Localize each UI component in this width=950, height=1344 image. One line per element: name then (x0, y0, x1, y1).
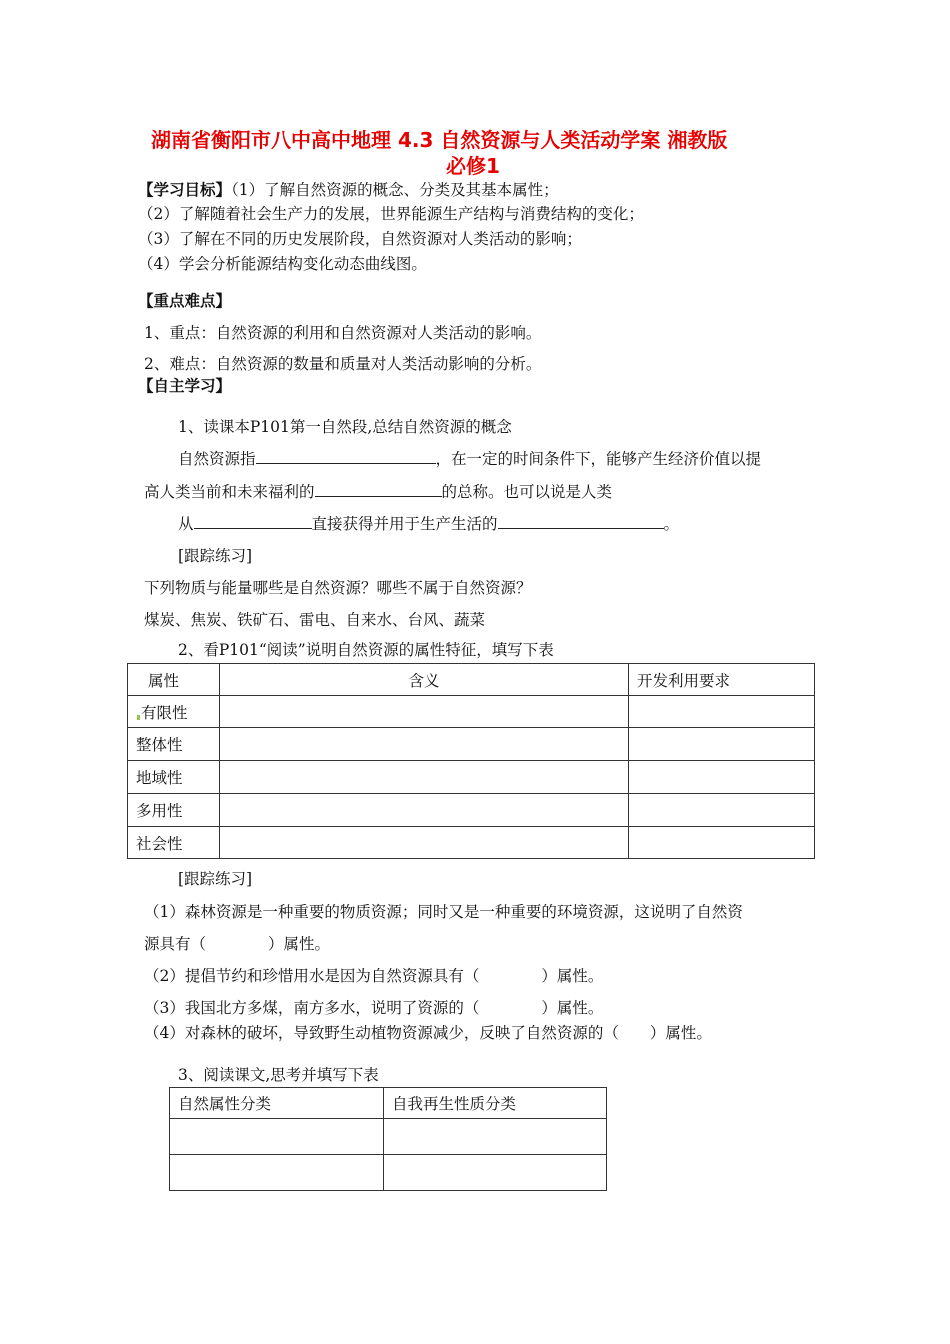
classification-table (169, 1087, 607, 1191)
goal-2: （2）了解随着社会生产力的发展，世界能源生产结构与消费结构的变化； (138, 205, 644, 223)
definition-line3 (178, 512, 679, 534)
practice-label-2: [跟踪练习] (178, 870, 253, 888)
table-cell[interactable] (220, 761, 629, 794)
doc-title-line1: 湖南省衡阳市八中高中地理 4.3 自然资源与人类活动学案 湘教版 (151, 128, 728, 152)
resource-items: 煤炭、焦炭、铁矿石、雷电、自来水、台风、蔬菜 (144, 611, 486, 629)
def-text-a: 自然资源指 (178, 450, 256, 468)
doc-title-line2: 必修1 (446, 154, 500, 178)
definition-line1 (178, 447, 761, 469)
col-natural-attribute: 自然属性分类 (170, 1088, 384, 1119)
definition-line2 (144, 480, 612, 502)
table-cell[interactable] (629, 827, 815, 859)
table-cell[interactable] (220, 696, 629, 728)
key-point-1: 1、重点：自然资源的利用和自然资源对人类活动的影响。 (144, 324, 542, 342)
blank-1[interactable] (256, 448, 436, 464)
mark-dot (137, 715, 140, 720)
row-label: 多用性 (128, 794, 220, 827)
practice-item-1a: （1）森林资源是一种重要的物质资源；同时又是一种重要的环境资源，这说明了自然资 (144, 903, 743, 921)
key-point-2: 2、难点：自然资源的数量和质量对人类活动影响的分析。 (144, 355, 542, 373)
col-meaning: 含义 (220, 664, 629, 696)
attribute-table (127, 663, 815, 859)
question-2: 2、看P101“阅读”说明自然资源的属性特征，填写下表 (178, 641, 554, 659)
row-label (128, 696, 220, 728)
resource-question: 下列物质与能量哪些是自然资源？哪些不属于自然资源？ (144, 579, 532, 597)
def-text-g: 。 (663, 515, 680, 533)
row-label: 地域性 (128, 761, 220, 794)
def-text-b: ，在一定的时间条件下，能够产生经济价值以提 (435, 450, 762, 468)
table-cell[interactable] (629, 696, 815, 728)
table-cell[interactable] (220, 728, 629, 761)
practice-item-2: （2）提倡节约和珍惜用水是因为自然资源具有（ ）属性。 (144, 967, 604, 985)
goal-3: （3）了解在不同的历史发展阶段，自然资源对人类活动的影响； (138, 230, 582, 248)
def-text-d: 的总称。也可以说是人类 (441, 483, 613, 501)
col-attribute: 属性 (128, 664, 220, 696)
table-cell[interactable] (220, 794, 629, 827)
row-label: 社会性 (128, 827, 220, 859)
table-cell[interactable] (384, 1155, 607, 1191)
practice-item-3: （3）我国北方多煤，南方多水，说明了资源的（ ）属性。 (144, 999, 604, 1017)
row-label-text: 有限性 (141, 703, 188, 722)
col-regeneration: 自我再生性质分类 (384, 1088, 607, 1119)
def-text-c: 高人类当前和未来福利的 (144, 483, 315, 501)
table-cell[interactable] (629, 728, 815, 761)
table-cell[interactable] (629, 794, 815, 827)
goals-heading: 【学习目标】 (138, 180, 232, 199)
table-cell[interactable] (629, 761, 815, 794)
row-label: 整体性 (128, 728, 220, 761)
def-text-e: 从 (178, 515, 194, 533)
blank-4[interactable] (498, 513, 664, 529)
self-study-heading: 【自主学习】 (138, 376, 232, 395)
blank-2[interactable] (315, 481, 442, 497)
def-text-f: 直接获得并用于生产生活的 (311, 515, 498, 533)
table-cell[interactable] (220, 827, 629, 859)
table-cell[interactable] (384, 1119, 607, 1155)
practice-item-4: （4）对森林的破坏，导致野生动植物资源减少，反映了自然资源的（ ）属性。 (144, 1024, 712, 1042)
blank-3[interactable] (194, 513, 312, 529)
table-cell[interactable] (170, 1119, 384, 1155)
col-requirement: 开发利用要求 (629, 664, 815, 696)
key-heading: 【重点难点】 (138, 291, 232, 310)
goal-4: （4）学会分析能源结构变化动态曲线图。 (138, 255, 427, 273)
practice-label-1: [跟踪练习] (178, 547, 253, 565)
goal-1: （1）了解自然资源的概念、分类及其基本属性； (231, 181, 559, 199)
goals-line1 (138, 178, 559, 200)
practice-item-1b: 源具有（ ）属性。 (144, 935, 331, 953)
table-cell[interactable] (170, 1155, 384, 1191)
question-3: 3、阅读课文,思考并填写下表 (178, 1066, 379, 1084)
question-1: 1、读课本P101第一自然段,总结自然资源的概念 (178, 418, 512, 436)
